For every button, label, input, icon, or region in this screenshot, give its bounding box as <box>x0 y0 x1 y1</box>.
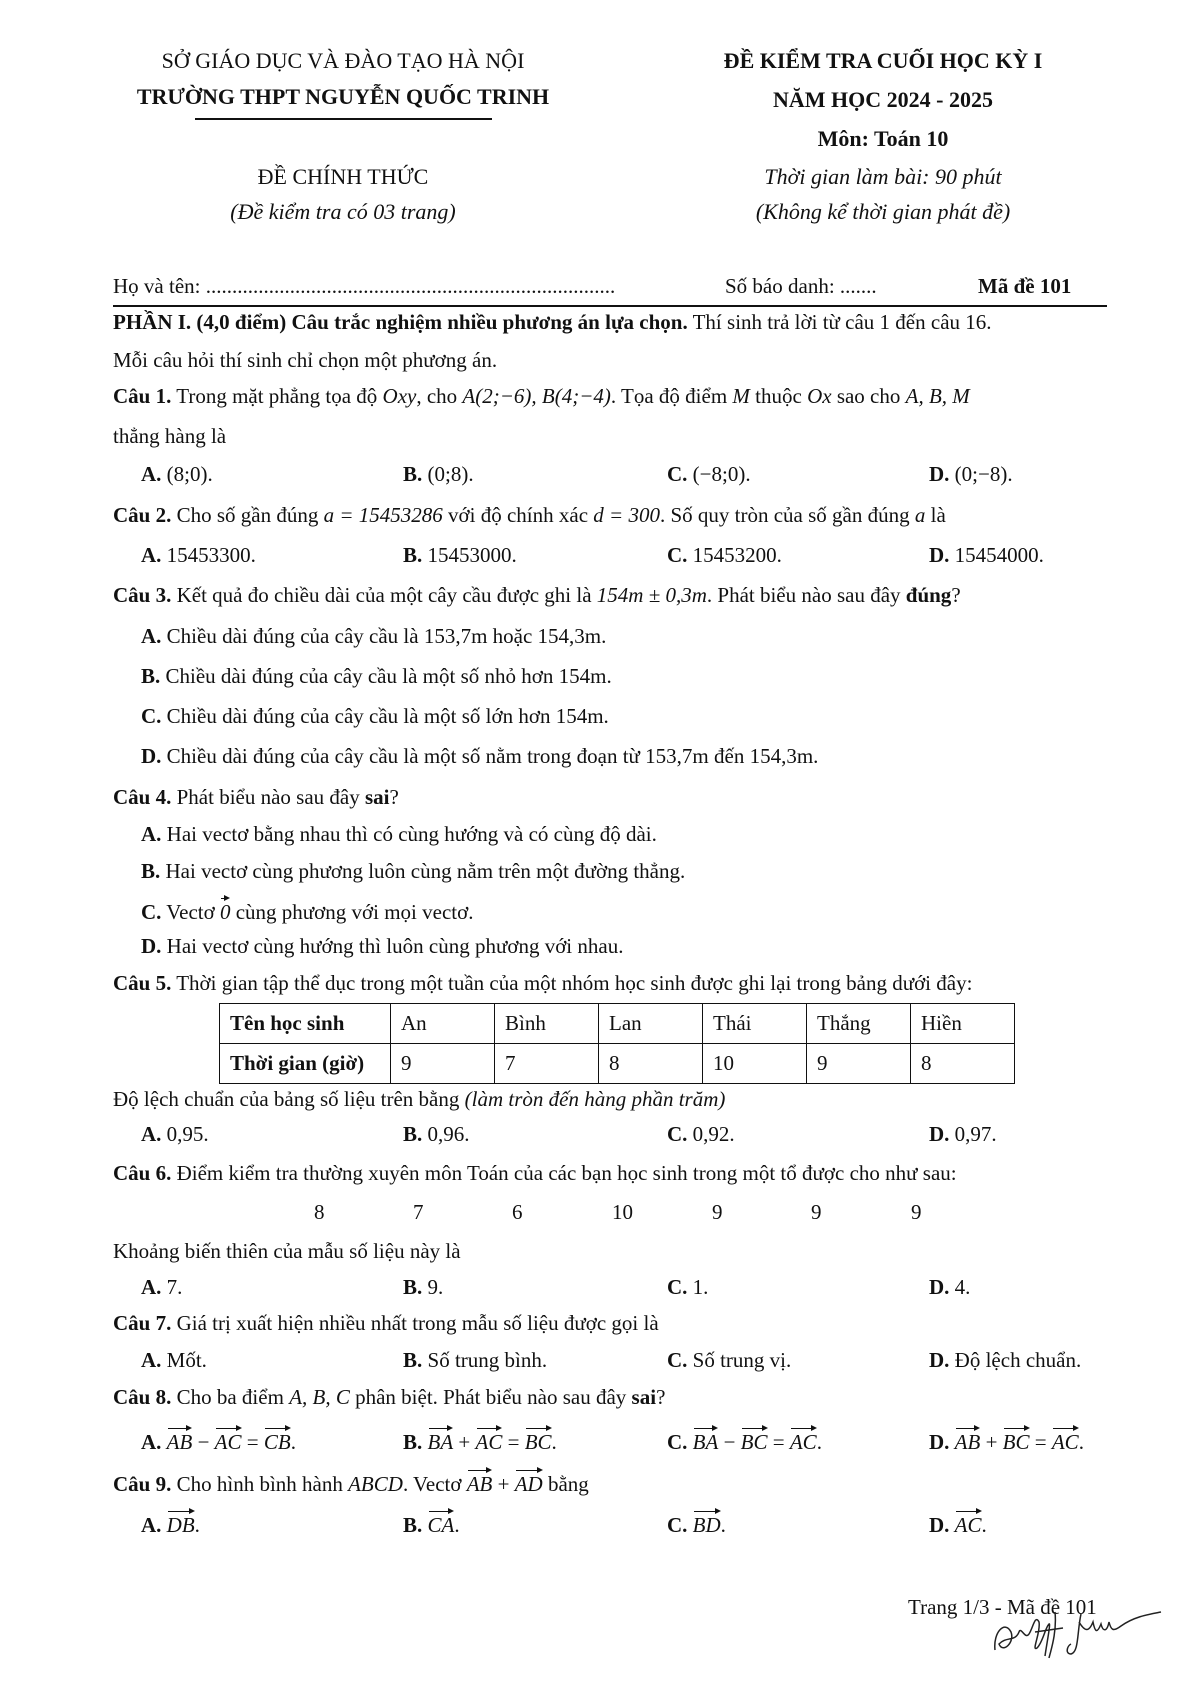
question-6 <box>113 1161 957 1186</box>
q7-text: Giá trị xuất hiện nhiều nhất trong mẫu số liệu được gọi là <box>171 1311 659 1335</box>
option-label: D. <box>929 1513 950 1537</box>
exam-title: ĐỀ KIỂM TRA CUỐI HỌC KỲ I <box>723 48 1043 73</box>
q1-option-b <box>403 462 474 487</box>
q1-label: Câu 1. <box>113 384 172 408</box>
q2-label: Câu 2. <box>113 503 172 527</box>
page-footer: Trang 1/3 - Mã đề 101 <box>908 1595 1097 1619</box>
vector-bc: BC <box>741 1426 768 1455</box>
option-text: 1. <box>692 1275 709 1299</box>
part1-intro-2: Mỗi câu hỏi thí sinh chỉ chọn một phương án. <box>113 348 498 372</box>
part1-intro: Thí sinh trả lời từ câu 1 đến câu 16. <box>687 310 992 334</box>
name-field <box>113 274 615 299</box>
q2-text: với độ chính xác <box>442 503 594 527</box>
score-value: 9 <box>911 1200 922 1224</box>
q4-option-d <box>141 934 623 959</box>
table-cell: 10 <box>703 1044 807 1084</box>
q1-points: A(2;−6), B(4;−4) <box>462 384 611 408</box>
q4-option-b <box>141 859 685 884</box>
punctuation: . <box>816 1430 822 1454</box>
q1-text: sao cho <box>831 384 906 408</box>
q7-option-c <box>667 1348 791 1373</box>
option-label: D. <box>929 543 950 567</box>
option-label: C. <box>667 462 688 486</box>
header-rule <box>113 305 1107 307</box>
school-year: NĂM HỌC 2024 - 2025 <box>773 87 993 112</box>
q4-option-c <box>141 896 473 925</box>
q1-m: M <box>732 384 750 408</box>
q7-option-d <box>929 1348 1081 1373</box>
option-text: 0,92. <box>692 1122 735 1146</box>
option-text: 4. <box>954 1275 971 1299</box>
option-label: A. <box>141 1275 162 1299</box>
punctuation: . <box>194 1513 200 1537</box>
option-label: C. <box>667 1513 688 1537</box>
punctuation: . <box>1078 1430 1084 1454</box>
table-cell: 8 <box>599 1044 703 1084</box>
option-text: (8;0). <box>166 462 213 486</box>
school-name: TRƯỜNG THPT NGUYỄN QUỐC TRINH <box>136 84 550 109</box>
signature-icon <box>985 1592 1165 1662</box>
option-label: B. <box>403 1513 423 1537</box>
option-label: D. <box>929 1430 950 1454</box>
q5-text: Thời gian tập thể dục trong một tuần của một nhóm học sinh được ghi lại trong bảng dưới đây: <box>171 971 973 995</box>
pages-note: (Đề kiểm tra có 03 trang) <box>230 199 456 224</box>
option-label: A. <box>141 1348 162 1372</box>
q3-option-d <box>141 744 818 769</box>
option-text: 15453200. <box>692 543 782 567</box>
option-label: C. <box>667 543 688 567</box>
question-8 <box>113 1385 665 1410</box>
name-label: Họ và tên: <box>113 274 201 298</box>
q2-text: . Số quy tròn của số gần đúng <box>659 503 915 527</box>
table-cell: 9 <box>391 1044 495 1084</box>
option-label: C. <box>141 900 162 924</box>
q6-follow: Khoảng biến thiên của mẫu số liệu này là <box>113 1239 461 1263</box>
q1-text: , cho <box>416 384 463 408</box>
q1-oxy: Oxy <box>382 384 417 408</box>
name-dots: .............................................................................. <box>205 274 616 298</box>
option-label: A. <box>141 1513 162 1537</box>
part1-title: PHẦN I. (4,0 điểm) Câu trắc nghiệm nhiều phương án lựa chọn. <box>113 310 688 334</box>
q7-option-b <box>403 1348 547 1373</box>
option-label: C. <box>667 1430 688 1454</box>
option-label: A. <box>141 1430 162 1454</box>
q3-option-a <box>141 624 606 649</box>
q8-label: Câu 8. <box>113 1385 172 1409</box>
table-row <box>220 1004 1015 1044</box>
table-cell: 9 <box>807 1044 911 1084</box>
q7-label: Câu 7. <box>113 1311 172 1335</box>
option-text: 0,97. <box>954 1122 997 1146</box>
option-label: D. <box>141 934 162 958</box>
option-label: B. <box>403 462 423 486</box>
question-5 <box>113 971 972 996</box>
table-cell: Thái <box>703 1004 807 1044</box>
q1-text: . Tọa độ điểm <box>610 384 733 408</box>
option-text: Chiều dài đúng của cây cầu là một số nằm trong đoạn từ 153,7m đến 154,3m. <box>166 744 819 768</box>
student-id-field: Số báo danh: ....... <box>725 274 877 298</box>
q5-option-d <box>929 1122 997 1147</box>
q1-ox: Ox <box>807 384 832 408</box>
operator: + <box>453 1430 476 1454</box>
table-cell: Bình <box>495 1004 599 1044</box>
option-label: A. <box>141 462 162 486</box>
zero-vector: 0 <box>220 896 231 925</box>
vector-ad: AD <box>515 1468 543 1497</box>
option-label: B. <box>141 859 161 883</box>
option-text: 9. <box>427 1275 444 1299</box>
option-text: Độ lệch chuẩn. <box>954 1348 1082 1372</box>
exam-code: Mã đề 101 <box>978 274 1072 298</box>
q2-var: a <box>914 503 926 527</box>
option-text: Số trung bình. <box>427 1348 548 1372</box>
part1-title-line <box>113 310 992 335</box>
operator: + <box>980 1430 1003 1454</box>
score-value: 10 <box>612 1200 633 1224</box>
table-row-label: Thời gian (giờ) <box>220 1044 391 1084</box>
option-text: 15453000. <box>427 543 517 567</box>
q9-option-c <box>667 1509 726 1538</box>
q7-option-a <box>141 1348 207 1373</box>
option-label: A. <box>141 1122 162 1146</box>
vector-cb: CB <box>264 1426 291 1455</box>
q9-text: Cho hình bình hành <box>171 1472 349 1496</box>
q5-option-b <box>403 1122 470 1147</box>
q2-text: Cho số gần đúng <box>171 503 324 527</box>
q4-text: Phát biểu nào sau đây <box>171 785 365 809</box>
q5-follow <box>113 1087 725 1112</box>
q1-text: Trong mặt phẳng tọa độ <box>171 384 383 408</box>
vector-db: DB <box>167 1509 195 1538</box>
q8-text: ? <box>656 1385 666 1409</box>
q3-text: Kết quả đo chiều dài của một cây cầu được ghi là <box>171 583 597 607</box>
option-label: D. <box>929 1122 950 1146</box>
q8-option-a <box>141 1426 296 1455</box>
vector-ab: AB <box>955 1426 981 1455</box>
question-1 <box>113 384 970 409</box>
q9-text: . Vectơ <box>402 1472 467 1496</box>
operator: = <box>502 1430 525 1454</box>
vector-ca: CA <box>428 1509 455 1538</box>
score-value: 8 <box>314 1200 325 1224</box>
vector-ab: AB <box>167 1426 193 1455</box>
score-value: 9 <box>811 1200 822 1224</box>
q6-option-b <box>403 1275 443 1300</box>
q2-text: là <box>925 503 946 527</box>
question-2 <box>113 503 946 528</box>
q1-text: thuộc <box>749 384 808 408</box>
question-3 <box>113 583 961 608</box>
score-value: 7 <box>413 1200 424 1224</box>
q9-label: Câu 9. <box>113 1472 172 1496</box>
q6-text: Điểm kiểm tra thường xuyên môn Toán của các bạn học sinh trong một tổ được cho như sau: <box>171 1161 957 1185</box>
q8-emphasis: sai <box>631 1385 657 1409</box>
q5-label: Câu 5. <box>113 971 172 995</box>
option-label: D. <box>141 744 162 768</box>
option-label: D. <box>929 462 950 486</box>
q1-option-a <box>141 462 213 487</box>
q8-option-b <box>403 1426 557 1455</box>
school-underline <box>195 118 492 120</box>
option-label: C. <box>667 1348 688 1372</box>
q1-option-d <box>929 462 1013 487</box>
table-cell: Lan <box>599 1004 703 1044</box>
option-text: 0,95. <box>166 1122 209 1146</box>
q9-option-b <box>403 1509 460 1538</box>
option-text: Hai vectơ bằng nhau thì có cùng hướng và có cùng độ dài. <box>166 822 657 846</box>
vector-ac: AC <box>955 1509 982 1538</box>
table-cell: Thắng <box>807 1004 911 1044</box>
q3-emphasis: đúng <box>905 583 952 607</box>
vector-ba: BA <box>693 1426 719 1455</box>
q3-label: Câu 3. <box>113 583 172 607</box>
duration: Thời gian làm bài: 90 phút <box>764 164 1002 189</box>
option-text: Số trung vị. <box>692 1348 792 1372</box>
q1-abm: A, B, M <box>905 384 970 408</box>
option-label: B. <box>403 1122 423 1146</box>
score-value: 6 <box>512 1200 523 1224</box>
operator: − <box>192 1430 215 1454</box>
option-label: D. <box>929 1275 950 1299</box>
q3-text: . Phát biểu nào sau đây <box>706 583 906 607</box>
option-label: A. <box>141 624 162 648</box>
vector-bc: BC <box>1003 1426 1030 1455</box>
punctuation: . <box>981 1513 987 1537</box>
option-text: 7. <box>166 1275 183 1299</box>
option-text: (0;−8). <box>954 462 1013 486</box>
operator: + <box>492 1472 515 1496</box>
option-text: 15453300. <box>166 543 256 567</box>
q8-option-d <box>929 1426 1084 1455</box>
q2-option-c <box>667 543 782 568</box>
option-text: cùng phương với mọi vectơ. <box>230 900 474 924</box>
question-9 <box>113 1468 589 1497</box>
option-text: 15454000. <box>954 543 1044 567</box>
question-7 <box>113 1311 659 1336</box>
table-cell: 7 <box>495 1044 599 1084</box>
option-label: C. <box>667 1122 688 1146</box>
vector-ba: BA <box>428 1426 454 1455</box>
vector-ac: AC <box>215 1426 242 1455</box>
option-label: D. <box>929 1348 950 1372</box>
q6-option-a <box>141 1275 182 1300</box>
score-value: 9 <box>712 1200 723 1224</box>
duration-note: (Không kể thời gian phát đề) <box>755 199 1011 224</box>
q3-option-b <box>141 664 612 689</box>
vector-bc: BC <box>525 1426 552 1455</box>
option-label: C. <box>667 1275 688 1299</box>
q9-text: bằng <box>542 1472 589 1496</box>
option-text: Vectơ <box>166 900 220 924</box>
option-text: Mốt. <box>166 1348 207 1372</box>
option-label: B. <box>403 1430 423 1454</box>
option-text: Chiều dài đúng của cây cầu là 153,7m hoặc 154,3m. <box>166 624 607 648</box>
q9-shape: ABCD <box>348 1472 403 1496</box>
exercise-time-table <box>219 1003 1015 1084</box>
question-4 <box>113 785 399 810</box>
q4-option-a <box>141 822 657 847</box>
q4-label: Câu 4. <box>113 785 172 809</box>
department-name: SỞ GIÁO DỤC VÀ ĐÀO TẠO HÀ NỘI <box>161 48 525 73</box>
table-cell: 8 <box>911 1044 1015 1084</box>
option-text: (−8;0). <box>692 462 751 486</box>
q2-option-b <box>403 543 517 568</box>
q6-label: Câu 6. <box>113 1161 172 1185</box>
option-label: B. <box>403 543 423 567</box>
option-label: B. <box>403 1348 423 1372</box>
punctuation: . <box>551 1430 557 1454</box>
option-text: Chiều dài đúng của cây cầu là một số lớn hơn 154m. <box>166 704 609 728</box>
q9-option-a <box>141 1509 200 1538</box>
vector-ac: AC <box>1052 1426 1079 1455</box>
option-label: B. <box>141 664 161 688</box>
q5-follow-note: (làm tròn đến hàng phần trăm) <box>464 1087 726 1111</box>
q5-follow-text: Độ lệch chuẩn của bảng số liệu trên bằng <box>113 1087 465 1111</box>
q6-option-c <box>667 1275 708 1300</box>
q2-option-d <box>929 543 1044 568</box>
q9-option-d <box>929 1509 987 1538</box>
q6-option-d <box>929 1275 970 1300</box>
option-label: A. <box>141 822 162 846</box>
punctuation: . <box>720 1513 726 1537</box>
option-label: C. <box>141 704 162 728</box>
option-label: A. <box>141 543 162 567</box>
q2-eq1: a = 15453286 <box>323 503 443 527</box>
vector-bd: BD <box>693 1509 721 1538</box>
q8-text: phân biệt. Phát biểu nào sau đây <box>349 1385 632 1409</box>
option-text: (0;8). <box>427 462 474 486</box>
table-header-label: Tên học sinh <box>220 1004 391 1044</box>
option-text: 0,96. <box>427 1122 470 1146</box>
q2-option-a <box>141 543 256 568</box>
q8-points: A, B, C <box>289 1385 350 1409</box>
vector-ac: AC <box>476 1426 503 1455</box>
punctuation: . <box>290 1430 296 1454</box>
q5-option-c <box>667 1122 735 1147</box>
table-row <box>220 1044 1015 1084</box>
option-text: Hai vectơ cùng hướng thì luôn cùng phương với nhau. <box>166 934 624 958</box>
table-cell: An <box>391 1004 495 1044</box>
vector-ab: AB <box>467 1468 493 1497</box>
option-text: Hai vectơ cùng phương luôn cùng nằm trên một đường thẳng. <box>165 859 686 883</box>
operator: = <box>767 1430 790 1454</box>
operator: − <box>718 1430 741 1454</box>
q2-eq2: d = 300 <box>593 503 660 527</box>
option-text: Chiều dài đúng của cây cầu là một số nhỏ hơn 154m. <box>165 664 612 688</box>
official-label: ĐỀ CHÍNH THỨC <box>257 164 429 189</box>
option-label: B. <box>403 1275 423 1299</box>
operator: = <box>241 1430 264 1454</box>
operator: = <box>1029 1430 1052 1454</box>
q3-text: ? <box>951 583 961 607</box>
q3-option-c <box>141 704 609 729</box>
table-cell: Hiền <box>911 1004 1015 1044</box>
subject: Môn: Toán 10 <box>817 126 949 151</box>
q5-option-a <box>141 1122 209 1147</box>
q1-option-c <box>667 462 751 487</box>
q8-option-c <box>667 1426 822 1455</box>
q8-text: Cho ba điểm <box>171 1385 290 1409</box>
vector-ac: AC <box>790 1426 817 1455</box>
q4-text: ? <box>389 785 399 809</box>
punctuation: . <box>454 1513 460 1537</box>
q4-emphasis: sai <box>364 785 390 809</box>
q1-text-line2: thẳng hàng là <box>113 424 227 448</box>
q3-eq: 154m ± 0,3m <box>596 583 707 607</box>
